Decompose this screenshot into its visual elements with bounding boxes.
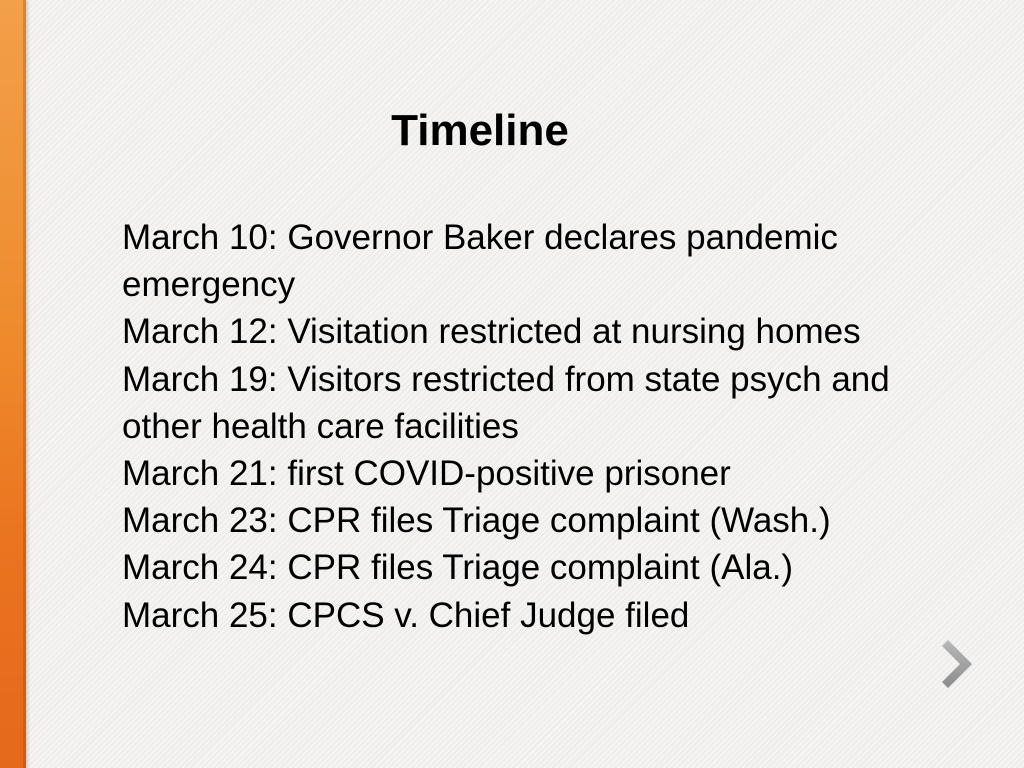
- timeline-item: March 24: CPR files Triage complaint (Ala.): [122, 548, 794, 588]
- timeline-item: March 10: Governor Baker declares pandemic emergency: [122, 218, 838, 305]
- timeline-item: March 21: first COVID-positive prisoner: [122, 454, 731, 494]
- timeline-item: March 23: CPR files Triage complaint (Wash.): [122, 501, 831, 541]
- timeline-list: [122, 214, 962, 639]
- timeline-item: March 12: Visitation restricted at nursing homes: [122, 312, 861, 352]
- timeline-item: March 19: Visitors restricted from state psych and other health care facilities: [122, 359, 890, 446]
- slide-title: Timeline: [391, 106, 569, 155]
- chevron-right-icon: [942, 636, 978, 692]
- next-slide-button[interactable]: [942, 636, 978, 692]
- timeline-item: March 25: CPCS v. Chief Judge filed: [122, 595, 690, 635]
